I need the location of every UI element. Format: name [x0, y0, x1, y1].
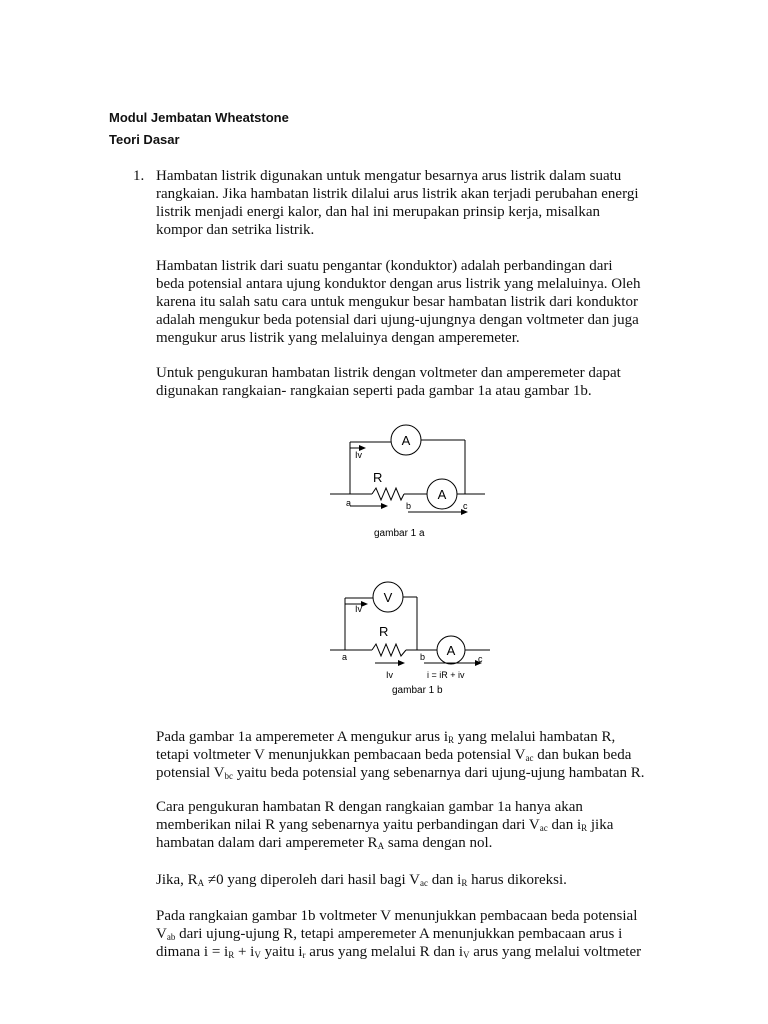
current-iv-label: Iv	[355, 450, 363, 460]
node-a-label: a	[346, 498, 352, 508]
paragraph-3: Untuk pengukuran hambatan listrik dengan voltmeter dan amperemeter dapat digunakan rangkaian- rangkaian seperti pada gambar 1a atau gambar 1b.	[156, 365, 621, 399]
section-title: Teori Dasar	[109, 132, 180, 147]
node-c-label: c	[463, 501, 468, 511]
paragraph-1: Hambatan listrik digunakan untuk mengatur besarnya arus listrik dalam suatu rangkaian. Jika hambatan listrik dilalui arus listrik akan terjadi perubahan energi listrik menjadi energi kalor, dan hal ini merupakan prinsip kerja, misalkan kompor dan setrika listrik.	[156, 168, 639, 238]
figure-1a-caption: gambar 1 a	[374, 528, 425, 539]
resistor-symbol	[372, 644, 406, 656]
resistor-label: R	[373, 470, 383, 485]
list-number: 1.	[133, 168, 145, 184]
resistor-label: R	[379, 624, 389, 639]
document-title: Modul Jembatan Wheatstone	[109, 110, 289, 125]
current-iv-bottom-label: Iv	[386, 670, 394, 680]
current-equation-label: i = iR + iv	[427, 670, 465, 680]
resistor-symbol	[372, 488, 404, 500]
node-b-label: b	[420, 652, 426, 662]
ammeter-label: A	[446, 643, 456, 658]
node-c-label: c	[478, 654, 483, 664]
node-b-label: b	[406, 501, 412, 511]
figure-1b-caption: gambar 1 b	[392, 685, 443, 696]
circuit-figure-1a	[320, 420, 500, 545]
circuit-figure-1b	[320, 578, 500, 700]
arrow-ir	[381, 503, 388, 509]
paragraph-6: Jika, $R_A \ne 0$ yang diperoleh dari hasil bagi $V_{ac}$ dan $i_R$ harus dikoreksi.	[156, 872, 567, 888]
paragraph-7: Pada rangkaian gambar 1b voltmeter V menunjukkan pembacaan beda potensial $V_{ab}$ dari ujung-ujung R, tetapi amperemeter A menunjukkan pembacaan arus i dimana $i = i_R + i_V$ yaitu $i_r$ arus yang melalui R dan $i_V$ arus yang melalui voltmeter	[156, 908, 642, 960]
node-a-label: a	[342, 652, 348, 662]
paragraph-2: Hambatan listrik dari suatu pengantar (konduktor) adalah perbandingan dari beda potensial antara ujung konduktor dengan arus listrik yang melaluinya. Oleh karena itu salah satu cara untuk mengukur besar hambatan listrik dari konduktor adalah mengukur beda potensial dari ujung-ujungnya dengan voltmeter dan juga mengukur arus listrik yang melaluinya dengan amperemeter.	[156, 258, 641, 346]
arrow-iv-top	[361, 601, 368, 607]
ammeter-top-label: A	[401, 433, 411, 448]
arrow-iv-bottom	[398, 660, 405, 666]
current-iv-top-label: Iv	[355, 604, 363, 614]
paragraph-4: Pada gambar 1a amperemeter A mengukur arus $i_R$ yang melalui hambatan R, tetapi voltmeter V menunjukkan pembacaan beda potensial $V_{ac}$ dan bukan beda potensial $V_{bc}$ yaitu beda potensial yang sebenarnya dari ujung-ujung hambatan R.	[156, 729, 645, 781]
paragraph-5: Cara pengukuran hambatan R dengan rangkaian gambar 1a hanya akan memberikan nilai R yang sebenarnya yaitu perbandingan dari $V_{ac}$ dan $i_R$ jika hambatan dalam dari amperemeter $R_A$ sama dengan nol.	[156, 799, 614, 851]
voltmeter-label: V	[383, 590, 393, 605]
ammeter-right-label: A	[437, 487, 447, 502]
